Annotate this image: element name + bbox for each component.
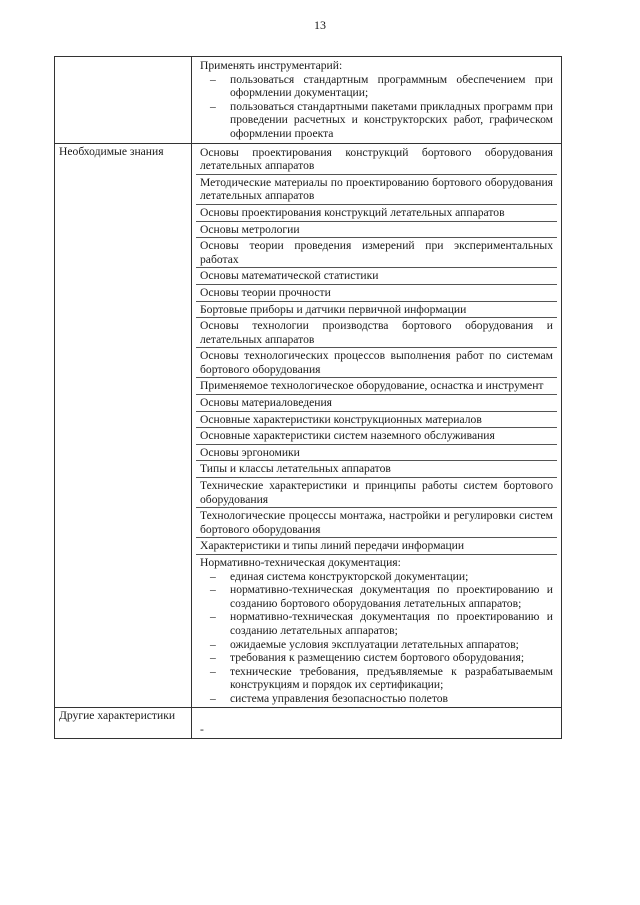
knowledge-item: Основные характеристики систем наземного обслуживания xyxy=(196,428,557,445)
list-item: – единая система конструкторской документации; xyxy=(200,570,553,584)
knowledge-content xyxy=(192,143,562,707)
knowledge-item: Основы материаловедения xyxy=(196,395,557,412)
row-content xyxy=(192,57,562,144)
skills-list xyxy=(200,73,553,141)
page-number: 13 xyxy=(314,18,326,32)
list-item: – нормативно-техническая документация по проектированию и созданию летательных аппаратов; xyxy=(200,610,553,637)
knowledge-item: Основы проектирования конструкций летательных аппаратов xyxy=(196,205,557,222)
other-content xyxy=(192,707,562,739)
knowledge-item: Характеристики и типы линий передачи информации xyxy=(196,538,557,555)
knowledge-item: Технологические процессы монтажа, настройки и регулировки систем бортового оборудования xyxy=(196,508,557,538)
list-item: – система управления безопасностью полетов xyxy=(200,692,553,706)
knowledge-item: Основы технологических процессов выполнения работ по системам бортового оборудования xyxy=(196,348,557,378)
knowledge-item: Основные характеристики конструкционных материалов xyxy=(196,412,557,429)
table-row-skills xyxy=(55,57,562,144)
other-label: Другие характеристики xyxy=(55,707,192,739)
table-row-other xyxy=(55,707,562,739)
list-item: – пользоваться стандартными пакетами прикладных программ при проведении расчетных и конструкторских работ, графическом оформлении проекта xyxy=(200,100,553,141)
list-item: – технические требования, предъявляемые к разрабатываемым конструкциям и порядок их сертификации; xyxy=(200,665,553,692)
row-label xyxy=(55,57,192,144)
knowledge-item: Основы математической статистики xyxy=(196,268,557,285)
competency-table xyxy=(54,56,562,739)
knowledge-item: Основы метрологии xyxy=(196,222,557,239)
normative-intro: Нормативно-техническая документация: xyxy=(200,556,401,569)
knowledge-item: Основы проектирования конструкций бортового оборудования летательных аппаратов xyxy=(196,145,557,175)
list-item: – ожидаемые условия эксплуатации летательных аппаратов; xyxy=(200,638,553,652)
knowledge-item: Методические материалы по проектированию бортового оборудования летательных аппаратов xyxy=(196,175,557,205)
list-item: – требования к размещению систем бортового оборудования; xyxy=(200,651,553,665)
knowledge-item: Основы технологии производства бортового оборудования и летательных аппаратов xyxy=(196,318,557,348)
knowledge-item: Основы теории проведения измерений при экспериментальных работах xyxy=(196,238,557,268)
knowledge-label: Необходимые знания xyxy=(55,143,192,707)
list-item: – пользоваться стандартным программным обеспечением при оформлении документации; xyxy=(200,73,553,100)
list-item: – нормативно-техническая документация по проектированию и созданию бортового оборудования летательных аппаратов; xyxy=(200,583,553,610)
normative-list xyxy=(200,570,553,706)
knowledge-item: Основы теории прочности xyxy=(196,285,557,302)
normative-block xyxy=(196,555,557,707)
other-value: - xyxy=(200,722,204,736)
knowledge-item: Типы и классы летательных аппаратов xyxy=(196,461,557,478)
table-row-knowledge xyxy=(55,143,562,707)
knowledge-item: Технические характеристики и принципы работы систем бортового оборудования xyxy=(196,478,557,508)
knowledge-item: Применяемое технологическое оборудование, оснастка и инструмент xyxy=(196,378,557,395)
skills-intro: Применять инструментарий: xyxy=(200,59,343,72)
knowledge-item: Бортовые приборы и датчики первичной информации xyxy=(196,302,557,319)
knowledge-item: Основы эргономики xyxy=(196,445,557,462)
